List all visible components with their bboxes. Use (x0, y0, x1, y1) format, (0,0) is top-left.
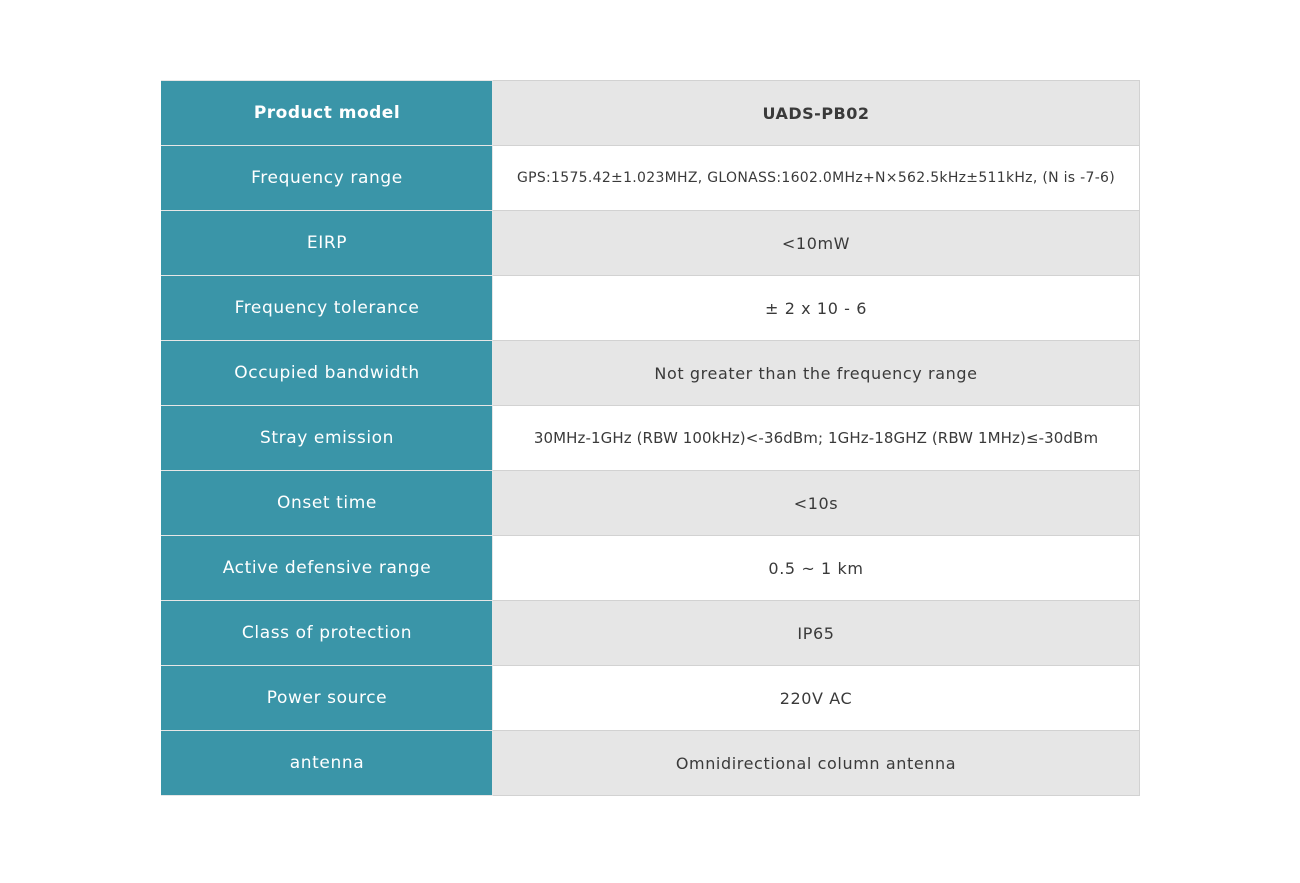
row-value-cell: IP65 (493, 601, 1140, 666)
row-value-cell: 0.5 ~ 1 km (493, 536, 1140, 601)
row-label-cell: Power source (162, 666, 493, 731)
row-value-cell: 220V AC (493, 666, 1140, 731)
row-label-cell: Active defensive range (162, 536, 493, 601)
row-label-cell: Frequency tolerance (162, 276, 493, 341)
row-value-cell: 30MHz-1GHz (RBW 100kHz)<-36dBm; 1GHz-18GHZ (RBW 1MHz)≤-30dBm (493, 406, 1140, 471)
header-value-cell: UADS-PB02 (493, 81, 1140, 146)
table-row-frequency-tolerance (162, 276, 1140, 341)
row-label-cell: Occupied bandwidth (162, 341, 493, 406)
header-label-cell: Product model (162, 81, 493, 146)
table-row-antenna (162, 731, 1140, 796)
row-value-cell: GPS:1575.42±1.023MHZ, GLONASS:1602.0MHz+N×562.5kHz±511kHz, (N is -7-6) (493, 146, 1140, 211)
table-row-frequency-range (162, 146, 1140, 211)
row-value-cell: <10mW (493, 211, 1140, 276)
table-row-power-source (162, 666, 1140, 731)
row-label-cell: Onset time (162, 471, 493, 536)
row-label-cell: antenna (162, 731, 493, 796)
row-label-cell: Frequency range (162, 146, 493, 211)
row-value-cell: ± 2 x 10 - 6 (493, 276, 1140, 341)
table-row-stray-emission (162, 406, 1140, 471)
table-row-onset-time (162, 471, 1140, 536)
row-value-cell: Omnidirectional column antenna (493, 731, 1140, 796)
row-label-cell: Stray emission (162, 406, 493, 471)
table-row-active-defensive-range (162, 536, 1140, 601)
row-value-cell: <10s (493, 471, 1140, 536)
spec-table (161, 80, 1140, 796)
table-row-class-of-protection (162, 601, 1140, 666)
table-row-eirp (162, 211, 1140, 276)
row-label-cell: EIRP (162, 211, 493, 276)
row-value-cell: Not greater than the frequency range (493, 341, 1140, 406)
table-header-row (162, 81, 1140, 146)
row-label-cell: Class of protection (162, 601, 493, 666)
table-row-occupied-bandwidth (162, 341, 1140, 406)
